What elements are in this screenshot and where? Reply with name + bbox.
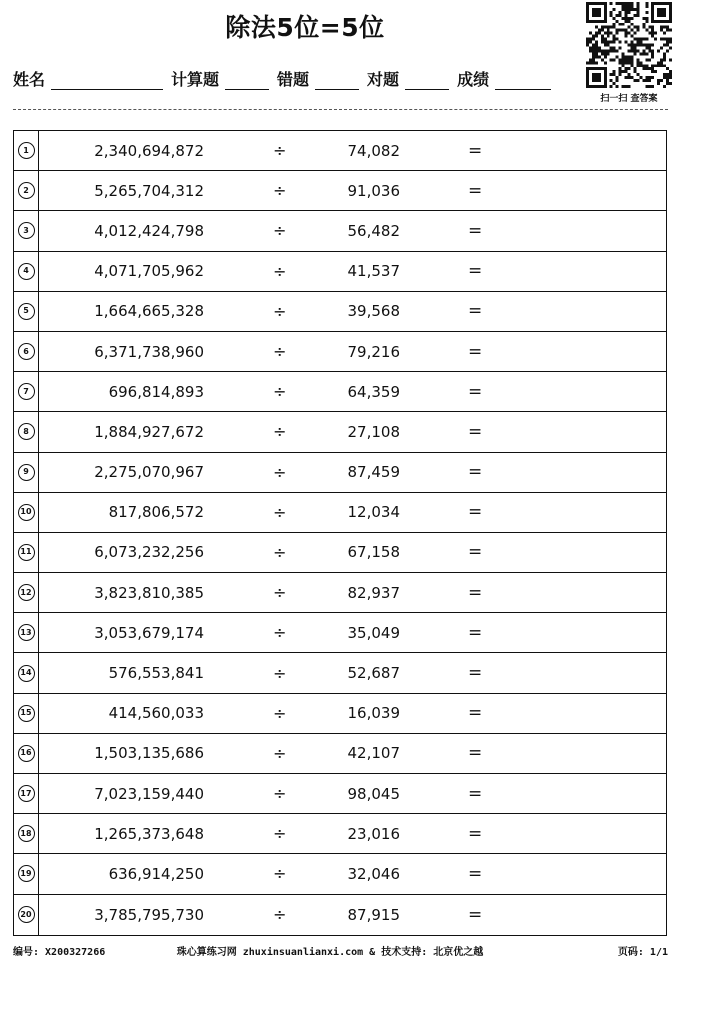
equals-sign: = <box>468 783 483 804</box>
problem-number-cell <box>14 292 39 331</box>
divide-sign: ÷ <box>273 743 287 763</box>
score-label: 成绩 <box>457 70 490 89</box>
divisor: 64,359 <box>347 382 400 401</box>
divisor: 35,049 <box>347 623 400 642</box>
score-blank[interactable] <box>495 71 551 90</box>
problem-grid <box>13 130 667 936</box>
divide-sign: ÷ <box>273 864 287 884</box>
total-label: 计算题 <box>171 70 220 89</box>
divide-sign: ÷ <box>273 342 287 362</box>
divide-sign: ÷ <box>273 824 287 844</box>
divisor: 39,568 <box>347 302 400 321</box>
equals-sign: = <box>468 140 483 161</box>
footer-site: 珠心算练习网 zhuxinsuanlianxi.com & 技术支持: 北京优之越 <box>176 947 484 958</box>
problem-number-cell <box>14 573 39 612</box>
problem-number: 7 <box>18 383 35 400</box>
problem-row <box>14 453 666 493</box>
divisor: 87,915 <box>347 905 400 924</box>
cut-line-divider <box>13 109 668 110</box>
dividend: 2,275,070,967 <box>94 463 204 482</box>
divisor: 42,107 <box>347 744 400 763</box>
divide-sign: ÷ <box>273 422 287 442</box>
divide-sign: ÷ <box>273 703 287 723</box>
divisor: 41,537 <box>347 262 400 281</box>
divide-sign: ÷ <box>273 542 287 562</box>
problem-number-cell <box>14 814 39 853</box>
problem-row <box>14 171 666 211</box>
divide-sign: ÷ <box>273 502 287 522</box>
name-label: 姓名 <box>13 70 46 89</box>
divisor: 56,482 <box>347 221 400 240</box>
dividend: 3,053,679,174 <box>94 623 204 642</box>
problem-number-cell <box>14 171 39 210</box>
equals-sign: = <box>468 421 483 442</box>
divisor: 82,937 <box>347 583 400 602</box>
problem-number: 3 <box>18 222 35 239</box>
problem-row <box>14 573 666 613</box>
problem-row <box>14 895 666 935</box>
problem-number: 14 <box>18 665 35 682</box>
equals-sign: = <box>468 622 483 643</box>
dividend: 1,265,373,648 <box>94 824 204 843</box>
problem-number: 20 <box>18 906 35 923</box>
divisor: 67,158 <box>347 543 400 562</box>
right-blank[interactable] <box>405 71 449 90</box>
dividend: 7,023,159,440 <box>94 784 204 803</box>
divisor: 16,039 <box>347 704 400 723</box>
divisor: 27,108 <box>347 422 400 441</box>
problem-number-cell <box>14 211 39 250</box>
divisor: 98,045 <box>347 784 400 803</box>
problem-number: 2 <box>18 182 35 199</box>
dividend: 5,265,704,312 <box>94 181 204 200</box>
problem-row <box>14 292 666 332</box>
problem-number-cell <box>14 613 39 652</box>
problem-row <box>14 372 666 412</box>
problem-number-cell <box>14 332 39 371</box>
dividend: 6,073,232,256 <box>94 543 204 562</box>
dividend: 696,814,893 <box>108 382 204 401</box>
problem-row <box>14 653 666 693</box>
equals-sign: = <box>468 582 483 603</box>
problem-row <box>14 734 666 774</box>
problem-number: 17 <box>18 785 35 802</box>
dividend: 414,560,033 <box>108 704 204 723</box>
problem-number: 11 <box>18 544 35 561</box>
divisor: 79,216 <box>347 342 400 361</box>
divisor: 32,046 <box>347 864 400 883</box>
problem-row <box>14 774 666 814</box>
problem-number: 5 <box>18 303 35 320</box>
equals-sign: = <box>468 261 483 282</box>
problem-number-cell <box>14 533 39 572</box>
problem-number-cell <box>14 453 39 492</box>
name-blank[interactable] <box>51 71 163 90</box>
divide-sign: ÷ <box>273 623 287 643</box>
equals-sign: = <box>468 502 483 523</box>
divide-sign: ÷ <box>273 905 287 925</box>
problem-number-cell <box>14 252 39 291</box>
divisor: 91,036 <box>347 181 400 200</box>
dividend: 817,806,572 <box>108 503 204 522</box>
dividend: 4,012,424,798 <box>94 221 204 240</box>
equals-sign: = <box>468 341 483 362</box>
divide-sign: ÷ <box>273 382 287 402</box>
problem-number-cell <box>14 694 39 733</box>
equals-sign: = <box>468 703 483 724</box>
dividend: 6,371,738,960 <box>94 342 204 361</box>
total-blank[interactable] <box>225 71 269 90</box>
equals-sign: = <box>468 542 483 563</box>
page-title: 除法5位=5位 <box>225 13 385 42</box>
problem-row <box>14 533 666 573</box>
equals-sign: = <box>468 904 483 925</box>
problem-number-cell <box>14 854 39 893</box>
equals-sign: = <box>468 462 483 483</box>
problem-row <box>14 694 666 734</box>
problem-number-cell <box>14 372 39 411</box>
dividend: 576,553,841 <box>108 664 204 683</box>
problem-number-cell <box>14 412 39 451</box>
divisor: 87,459 <box>347 463 400 482</box>
divide-sign: ÷ <box>273 141 287 161</box>
qr-caption: 扫一扫 查答案 <box>600 94 658 104</box>
problem-number: 12 <box>18 584 35 601</box>
equals-sign: = <box>468 180 483 201</box>
dividend: 2,340,694,872 <box>94 141 204 160</box>
problem-row <box>14 252 666 292</box>
divisor: 12,034 <box>347 503 400 522</box>
divide-sign: ÷ <box>273 784 287 804</box>
equals-sign: = <box>468 663 483 684</box>
equals-sign: = <box>468 743 483 764</box>
problem-row <box>14 412 666 452</box>
problem-number: 1 <box>18 142 35 159</box>
dividend: 636,914,250 <box>108 864 204 883</box>
equals-sign: = <box>468 220 483 241</box>
problem-number: 19 <box>18 865 35 882</box>
problem-number-cell <box>14 895 39 935</box>
problem-number: 8 <box>18 423 35 440</box>
problem-row <box>14 814 666 854</box>
problem-row <box>14 493 666 533</box>
equals-sign: = <box>468 381 483 402</box>
divide-sign: ÷ <box>273 663 287 683</box>
problem-number-cell <box>14 653 39 692</box>
divide-sign: ÷ <box>273 301 287 321</box>
problem-number: 16 <box>18 745 35 762</box>
problem-number: 4 <box>18 263 35 280</box>
student-info-row <box>13 66 583 90</box>
dividend: 1,884,927,672 <box>94 422 204 441</box>
problem-number: 18 <box>18 825 35 842</box>
divisor: 74,082 <box>347 141 400 160</box>
problem-number: 9 <box>18 464 35 481</box>
problem-number-cell <box>14 131 39 170</box>
problem-number: 6 <box>18 343 35 360</box>
problem-row <box>14 131 666 171</box>
dividend: 3,823,810,385 <box>94 583 204 602</box>
problem-row <box>14 613 666 653</box>
wrong-label: 错题 <box>277 70 310 89</box>
problem-row <box>14 854 666 894</box>
problem-number: 10 <box>18 504 35 521</box>
divisor: 52,687 <box>347 664 400 683</box>
divide-sign: ÷ <box>273 181 287 201</box>
dividend: 3,785,795,730 <box>94 905 204 924</box>
problem-number: 13 <box>18 624 35 641</box>
footer-page: 页码: 1/1 <box>617 947 668 958</box>
equals-sign: = <box>468 863 483 884</box>
problem-number-cell <box>14 774 39 813</box>
dividend: 1,664,665,328 <box>94 302 204 321</box>
divide-sign: ÷ <box>273 221 287 241</box>
dividend: 1,503,135,686 <box>94 744 204 763</box>
equals-sign: = <box>468 301 483 322</box>
right-label: 对题 <box>367 70 400 89</box>
divide-sign: ÷ <box>273 462 287 482</box>
dividend: 4,071,705,962 <box>94 262 204 281</box>
problem-number-cell <box>14 734 39 773</box>
equals-sign: = <box>468 823 483 844</box>
footer-code: 编号: X200327266 <box>13 947 106 958</box>
qr-code-icon[interactable] <box>586 2 672 88</box>
problem-row <box>14 211 666 251</box>
divide-sign: ÷ <box>273 583 287 603</box>
divisor: 23,016 <box>347 824 400 843</box>
problem-number: 15 <box>18 705 35 722</box>
problem-row <box>14 332 666 372</box>
divide-sign: ÷ <box>273 261 287 281</box>
problem-number-cell <box>14 493 39 532</box>
wrong-blank[interactable] <box>315 71 359 90</box>
